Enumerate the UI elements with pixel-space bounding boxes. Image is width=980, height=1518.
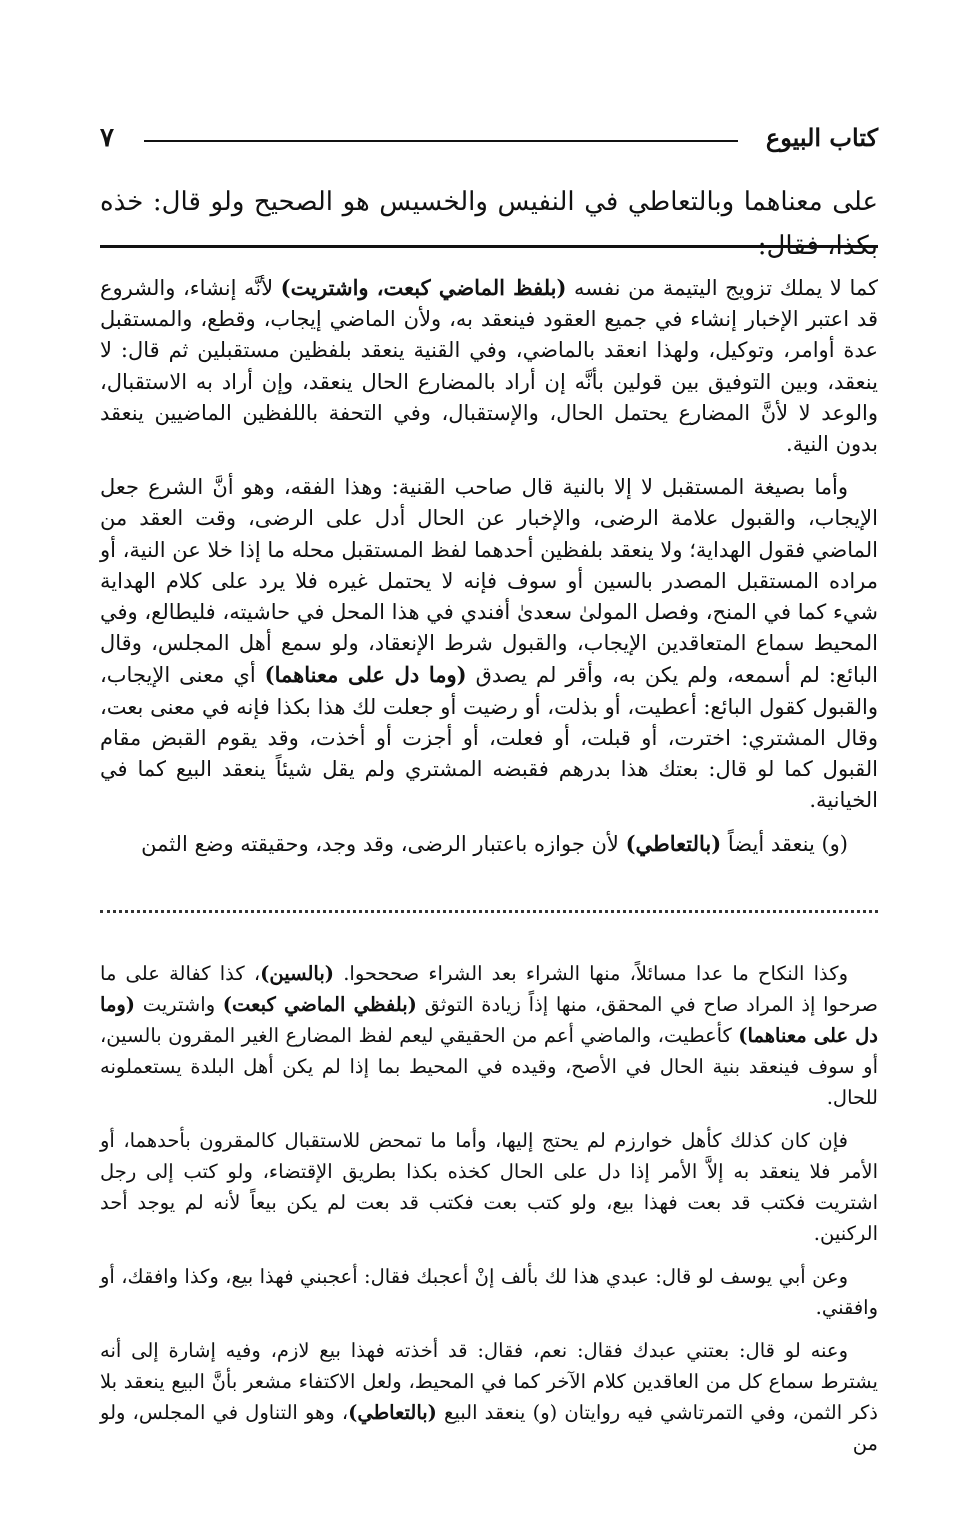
footnote-block: [100, 958, 878, 1471]
dotted-separator: [100, 910, 878, 913]
commentary-paragraph: (و) ينعقد أيضاً (بالتعاطي) لأن جوازه باعتبار الرضى، وقد وجد، وحقيقته وضع الثمن: [141, 831, 848, 857]
header-rule: [144, 140, 738, 142]
separator-rule: [100, 245, 878, 248]
footnote-paragraph: وكذا النكاح ما عدا مسائلاً، منها الشراء بعد الشراء صحححوا. (بالسين)، كذا كفالة على ما صرحوا إذ المراد صاح في المحقق، منها إذاً زيادة التوثق (بلفظي الماضي كبعت) واشتريت (وما دل على معناهما) كأعطيت، والماضي أعم من الحقيقي ليعم لفظ المضارع الغير المقرون بالسين، أو سوف فينعقد بنية الحال في الأصح، وقيده في المحيط بما إذا لم يكن أهل البلدة يستعملونه للحال.: [100, 962, 878, 1109]
footnote-paragraph: فإن كان كذلك كأهل خوارزم لم يحتج إليها، وأما ما تمحض للاستقبال كالمقرون بأحدهما، أو الأمر فلا ينعقد به إلاَّ الأمر إذا دل على الحال كخذه بكذا بطريق الإقتضاء، ولو كتب إلى رجل اشتريت فكتب قد بعت فهذا بيع، ولو كتب بعت فكتب قد بعت لم يكن بيعاً لأنه لم يوجد أحد الركنين.: [100, 1129, 878, 1245]
footnote-paragraph: وعن أبي يوسف لو قال: عبدي هذا لك بألف إنْ أعجبك فقال: أعجبني فهذا بيع، وكذا وافقك، أو وافقني.: [100, 1265, 878, 1319]
commentary-paragraph: كما لا يملك تزويج اليتيمة من نفسه (بلفظ الماضي كبعت، واشتريت) لأنَّه إنشاء، والشروع قد اعتبر الإخبار إنشاء في جميع العقود فينعقد به، ولأن الماضي إيجاب، وقطع، والمستقبل عدة أوامر، وتوكيل، ولهذا انعقد بالماضي، وفي القنية ينعقد بلفظين مستقبلين ثم قال: لا ينعقد، وبين التوفيق بين قولين بأنَّه إن أراد بالمضارع الحال ينعقد، وإن أراد به الاستقبال، والوعد لا لأنَّ المضارع يحتمل الحال، والإستقبال، وفي التحفة باللفظين الماضيين ينعقد بدون النية.: [100, 275, 878, 457]
page-header: [100, 118, 878, 162]
footnote-paragraph: وعنه لو قال: بعتني عبدك فقال: نعم، فقال: قد أخذته فهذا بيع لازم، وفيه إشارة إلى أنه يشترط سماع كل من العاقدين كلام الآخر كما في المحيط، ولعل الاكتفاء مشعر بأنَّ البيع ينعقد بلا ذكر الثمن، وفي التمرتاشي فيه روايتان (و) ينعقد البيع (بالتعاطي)، وهو التناول في المجلس، ولو من: [100, 1339, 878, 1455]
commentary-block: [100, 272, 878, 873]
matn-line: على معناهما وبالتعاطي في النفيس والخسيس هو الصحيح ولو قال: خذه بكذا، فقال:: [100, 187, 878, 261]
running-title: كتاب البيوع: [765, 123, 878, 152]
commentary-paragraph: وأما بصيغة المستقبل لا إلا بالنية قال صاحب القنية: وهذا الفقه، وهو أنَّ الشرع جعل الإيجاب، والقبول علامة الرضى، والإخبار عن الحال أدل على الرضى، وقت العقد من الماضي فقول الهداية؛ ولا ينعقد بلفظين أحدهما لفظ المستقبل محله ما إذا خلا عن النية، أو مراده المستقبل المصدر بالسين أو سوف فإنه لا يحتمل غيره فلا يرد على كلام الهداية شيء كما في المنح، وفصل المولىٰ سعدىٰ أفندي في هذا المحل في حاشيته، فليطالع، وفي المحيط سماع المتعاقدين الإيجاب، والقبول شرط الإنعقاد، ولو سمع أهل المجلس، وقال البائع: لم أسمعه، ولم يكن به، وأقر لم يصدق (وما دل على معناهما) أي معنى الإيجاب، والقبول كقول البائع: أعطيت، أو بذلت، أو رضيت أو جعلت لك هذا بكذا فإنه في معنى بعت، وقال المشتري: اخترت، أو قبلت، أو فعلت، أو أجزت أو أخذت، وقد يقوم القبض مقام القبول كما لو قال: بعتك هذا بدرهم فقبضه المشتري ولم يقل شيئاً ينعقد البيع كما في الخيانية.: [100, 475, 878, 813]
page-number: ٧: [100, 123, 114, 153]
